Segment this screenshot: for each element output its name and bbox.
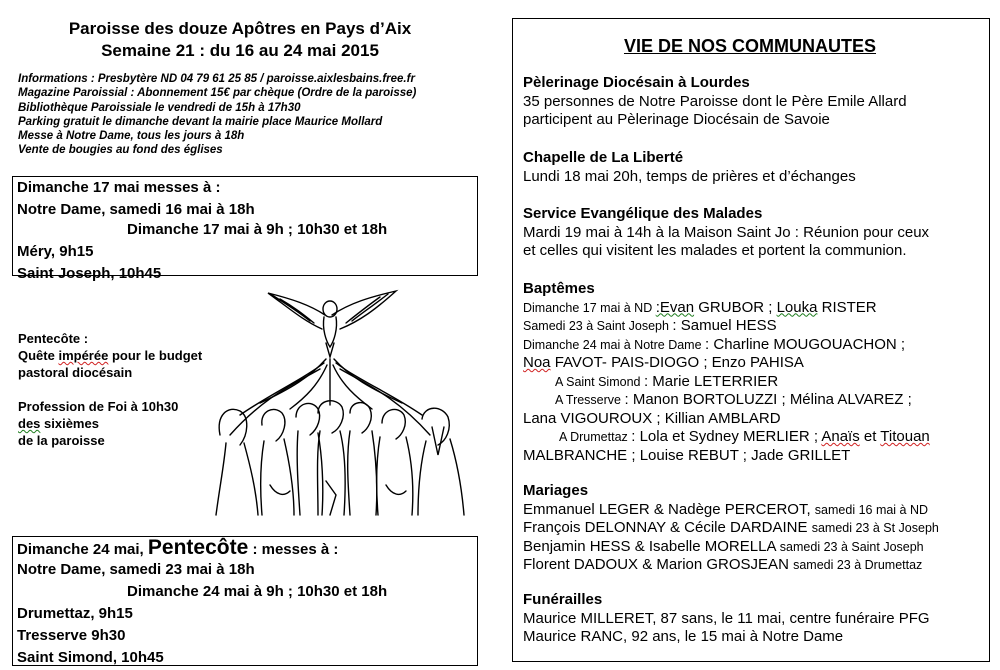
text-line: 35 personnes de Notre Paroisse dont le Père Emile Allard [523, 92, 907, 110]
text-line: MALBRANCHE ; Louise REBUT ; Jade GRILLET [523, 446, 851, 464]
text-line: A Tresserve : Manon BORTOLUZZI ; Mélina ALVAREZ ; [555, 391, 912, 408]
note-line: pastoral diocésain [18, 365, 133, 380]
text-line: Florent DADOUX & Marion GROSJEAN samedi 23 à Drumettaz [523, 556, 923, 573]
text-line: Lundi 18 mai 20h, temps de prières et d’échanges [523, 167, 856, 185]
text-line: Emmanuel LEGER & Nadège PERCEROT, samedi 16 mai à ND [523, 500, 929, 518]
mass-line: Tresserve 9h30 [17, 627, 126, 644]
section-title: Mariages [523, 482, 589, 499]
mass-line: Dimanche 24 mai à 9h ; 10h30 et 18h [127, 583, 388, 600]
info-block [18, 72, 416, 158]
section-title: Chapelle de La Liberté [523, 149, 684, 166]
text-line: Benjamin HESS & Isabelle MORELLA samedi 23 à Saint Joseph [523, 537, 924, 555]
masses-may17-box [12, 176, 478, 282]
mass-line: Dimanche 17 mai à 9h ; 10h30 et 18h [127, 221, 388, 238]
info-line: Parking gratuit le dimanche devant la mairie place Maurice Mollard [18, 115, 383, 128]
masses-may24-box [12, 536, 478, 666]
mass-line: Saint Simond, 10h45 [17, 649, 164, 666]
week-subtitle: Semaine 21 : du 16 au 24 mai 2015 [101, 41, 379, 60]
section-title: Service Evangélique des Malades [523, 205, 763, 222]
text-line: François DELONNAY & Cécile DARDAINE samedi 23 à St Joseph [523, 519, 939, 536]
note-line: Pentecôte : [18, 331, 89, 346]
lourdes-section [523, 74, 907, 130]
mariages-section [523, 482, 939, 575]
text-line: Noa FAVOT- PAIS-DIOGO ; Enzo PAHISA [523, 354, 804, 371]
note-line: des sixièmes [18, 416, 99, 431]
text-line: Maurice RANC, 92 ans, le 15 mai à Notre Dame [523, 628, 844, 645]
text-line: A Drumettaz : Lola et Sydney MERLIER ; Anaïs et Titouan [559, 428, 930, 445]
note-line: Profession de Foi à 10h30 [18, 399, 179, 414]
note-line: de la paroisse [18, 433, 105, 448]
text-line: Lana VIGOUROUX ; Killian AMBLARD [523, 409, 781, 427]
note-line: Quête impérée pour le budget [18, 348, 203, 363]
parish-title: Paroisse des douze Apôtres en Pays d’Aix [68, 19, 412, 38]
text-line: et celles qui visitent les malades et portent la communion. [523, 242, 907, 259]
mass-line: Dimanche 24 mai, Pentecôte : messes à : [17, 536, 339, 559]
text-line: A Saint Simond : Marie LETERRIER [555, 372, 779, 390]
community-heading: VIE DE NOS COMMUNAUTES [623, 36, 877, 56]
info-line: Magazine Paroissial : Abonnement 15€ par chèque (Ordre de la paroisse) [18, 87, 417, 100]
mass-line: Drumettaz, 9h15 [17, 605, 133, 622]
funerailles-section [523, 591, 930, 647]
mass-line: Dimanche 17 mai messes à : [17, 179, 221, 196]
info-line: Informations : Presbytère ND 04 79 61 25 85 / paroisse.aixlesbains.free.fr [18, 73, 415, 85]
pentecost-dove-apostles-drawing [200, 285, 480, 525]
baptemes-section [523, 280, 930, 465]
text-line: Samedi 23 à Saint Joseph : Samuel HESS [523, 317, 777, 334]
info-line: Bibliothèque Paroissiale le vendredi de 15h à 17h30 [18, 101, 301, 114]
service-section [523, 205, 929, 261]
text-line: Maurice MILLERET, 87 sans, le 11 mai, centre funéraire PFG [523, 609, 930, 627]
mass-line: Saint Joseph, 10h45 [17, 265, 162, 282]
text-line: participent au Pèlerinage Diocésain de Savoie [523, 111, 830, 128]
text-line: Dimanche 17 mai à ND :Evan GRUBOR ; Louka RISTER [523, 298, 877, 316]
text-line: Dimanche 24 mai à Notre Dame : Charline MOUGOUACHON ; [523, 335, 906, 353]
mass-line: Notre Dame, samedi 23 mai à 18h [17, 561, 255, 578]
mass-line: Méry, 9h15 [17, 243, 94, 260]
section-title: Baptêmes [523, 280, 595, 297]
pentecost-notes [18, 330, 202, 449]
info-line: Vente de bougies au fond des églises [18, 144, 223, 157]
section-title: Pèlerinage Diocésain à Lourdes [523, 74, 750, 91]
info-line: Messe à Notre Dame, tous les jours à 18h [18, 130, 245, 143]
section-title: Funérailles [523, 591, 603, 608]
text-line: Mardi 19 mai à 14h à la Maison Saint Jo : Réunion pour ceux [523, 223, 930, 241]
mass-line: Notre Dame, samedi 16 mai à 18h [17, 201, 255, 218]
chapelle-section [523, 149, 856, 186]
